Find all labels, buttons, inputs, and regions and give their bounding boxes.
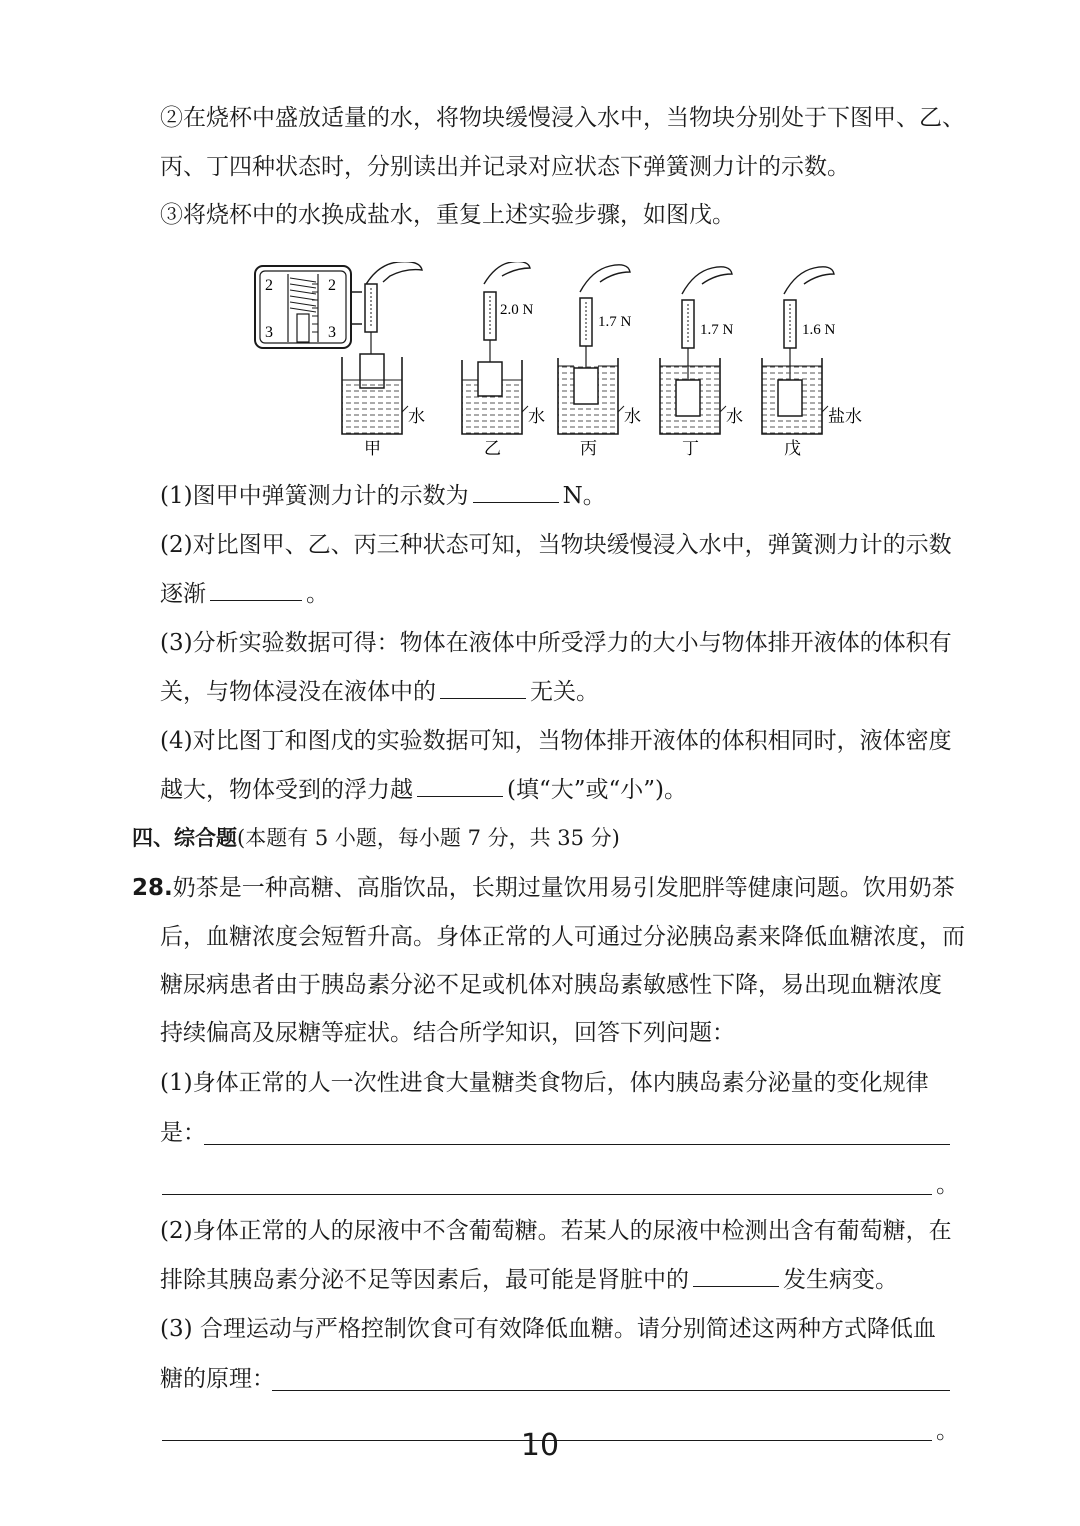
q27-part2-text: 逐渐 xyxy=(160,581,206,607)
q27-part4-line1: (4)对比图丁和图戊的实验数据可知，当物体排开液体的体积相同时，液体密度 xyxy=(160,728,952,754)
q27-part2-answer-blank[interactable] xyxy=(210,578,302,601)
liquid-label-ding: 水 xyxy=(726,407,743,426)
q27-part3-line1: (3)分析实验数据可得：物体在液体中所受浮力的大小与物体排开液体的体积有 xyxy=(160,630,952,656)
q27-part1-text: (1)图甲中弹簧测力计的示数为 xyxy=(160,483,469,509)
setup-yi xyxy=(462,262,545,458)
q27-part1-answer-blank[interactable] xyxy=(473,480,559,503)
q28-part1-label: 是： xyxy=(160,1120,206,1146)
reading-yi: 2.0 N xyxy=(500,302,534,318)
q27-part1-unit: N。 xyxy=(562,483,606,509)
scale-mark-3-left: 3 xyxy=(265,324,273,341)
scale-mark-2-left: 2 xyxy=(265,277,273,294)
q28-part1-line1: (1)身体正常的人一次性进食大量糖类食物后，体内胰岛素分泌量的变化规律 xyxy=(160,1070,929,1096)
q28-part3-end: 。 xyxy=(936,1418,959,1444)
setup-wu xyxy=(762,267,862,458)
state-label-yi: 乙 xyxy=(484,439,501,458)
state-label-bing: 丙 xyxy=(580,439,597,458)
q27-part2-line2 xyxy=(160,578,960,609)
q28-part3-line1: (3) 合理运动与严格控制饮食可有效降低血糖。请分别简述这两种方式降低血 xyxy=(160,1316,936,1342)
state-label-wu: 戊 xyxy=(784,439,801,458)
q27-part2-line1: (2)对比图甲、乙、丙三种状态可知，当物块缓慢浸入水中，弹簧测力计的示数 xyxy=(160,532,952,558)
q28-part1-end: 。 xyxy=(936,1172,959,1198)
step2-line1: ②在烧杯中盛放适量的水，将物块缓慢浸入水中，当物块分别处于下图甲、乙、 xyxy=(160,105,965,131)
q28-stem-line3: 糖尿病患者由于胰岛素分泌不足或机体对胰岛素敏感性下降，易出现血糖浓度 xyxy=(160,972,942,998)
q27-part3-line2 xyxy=(160,676,960,707)
q28-part1-answer-line1[interactable] xyxy=(204,1144,950,1145)
q28-part2-answer-blank[interactable] xyxy=(693,1264,779,1287)
liquid-label-jia: 水 xyxy=(408,407,425,426)
q27-part4-answer-blank[interactable] xyxy=(417,774,503,797)
step2-line2: 丙、丁四种状态时，分别读出并记录对应状态下弹簧测力计的示数。 xyxy=(160,154,850,180)
scale-magnified-inset xyxy=(255,266,362,348)
liquid-label-wu: 盐水 xyxy=(828,407,862,426)
q27-part4-end: (填“大”或“小”)。 xyxy=(507,777,687,803)
q28-part3-label: 糖的原理： xyxy=(160,1366,275,1392)
q28-part1-answer-line2[interactable] xyxy=(162,1194,932,1195)
reading-bing: 1.7 N xyxy=(598,314,632,330)
q28-stem-text1: 奶茶是一种高糖、高脂饮品，长期过量饮用易引发肥胖等健康问题。饮用奶茶 xyxy=(172,875,955,901)
reading-ding: 1.7 N xyxy=(700,322,734,338)
q28-part2-end: 发生病变。 xyxy=(783,1267,898,1293)
q27-part4-text: 越大，物体受到的浮力越 xyxy=(160,777,413,803)
liquid-label-yi: 水 xyxy=(528,407,545,426)
q28-stem-line4: 持续偏高及尿糖等症状。结合所学知识，回答下列问题： xyxy=(160,1020,735,1046)
q28-number: 28. xyxy=(132,875,173,901)
q27-part4-line2 xyxy=(160,774,960,805)
q27-part2-end: 。 xyxy=(306,581,329,607)
q28-part2-text: 排除其胰岛素分泌不足等因素后，最可能是肾脏中的 xyxy=(160,1267,689,1293)
page-number: 10 xyxy=(520,1428,560,1463)
q27-part3-text: 关，与物体浸没在液体中的 xyxy=(160,679,436,705)
buoyancy-experiment-figure xyxy=(250,262,870,462)
reading-wu: 1.6 N xyxy=(802,322,836,338)
state-label-ding: 丁 xyxy=(682,439,699,458)
scale-mark-3-right: 3 xyxy=(328,324,336,341)
q27-part3-end: 无关。 xyxy=(530,679,599,705)
section-4-heading xyxy=(132,823,932,853)
q27-part1 xyxy=(160,480,960,511)
step3-line: ③将烧杯中的水换成盐水，重复上述实验步骤，如图戊。 xyxy=(160,202,735,228)
state-label-jia: 甲 xyxy=(364,439,381,458)
setup-ding xyxy=(660,267,743,458)
q28-stem-line2: 后，血糖浓度会短暂升高。身体正常的人可通过分泌胰岛素来降低血糖浓度，而 xyxy=(160,924,965,950)
setup-bing xyxy=(558,265,641,458)
liquid-label-bing: 水 xyxy=(624,407,641,426)
section-4-title: 四、综合题 xyxy=(132,825,237,850)
section-4-note: (本题有 5 小题，每小题 7 分，共 35 分) xyxy=(237,826,620,850)
q28-stem-line1 xyxy=(132,873,955,903)
scale-mark-2-right: 2 xyxy=(328,277,336,294)
q28-part2-line1: (2)身体正常的人的尿液中不含葡萄糖。若某人的尿液中检测出含有葡萄糖，在 xyxy=(160,1218,952,1244)
q28-part3-answer-line1[interactable] xyxy=(272,1390,950,1391)
q27-part3-answer-blank[interactable] xyxy=(440,676,526,699)
q28-part2-line2 xyxy=(160,1264,960,1295)
